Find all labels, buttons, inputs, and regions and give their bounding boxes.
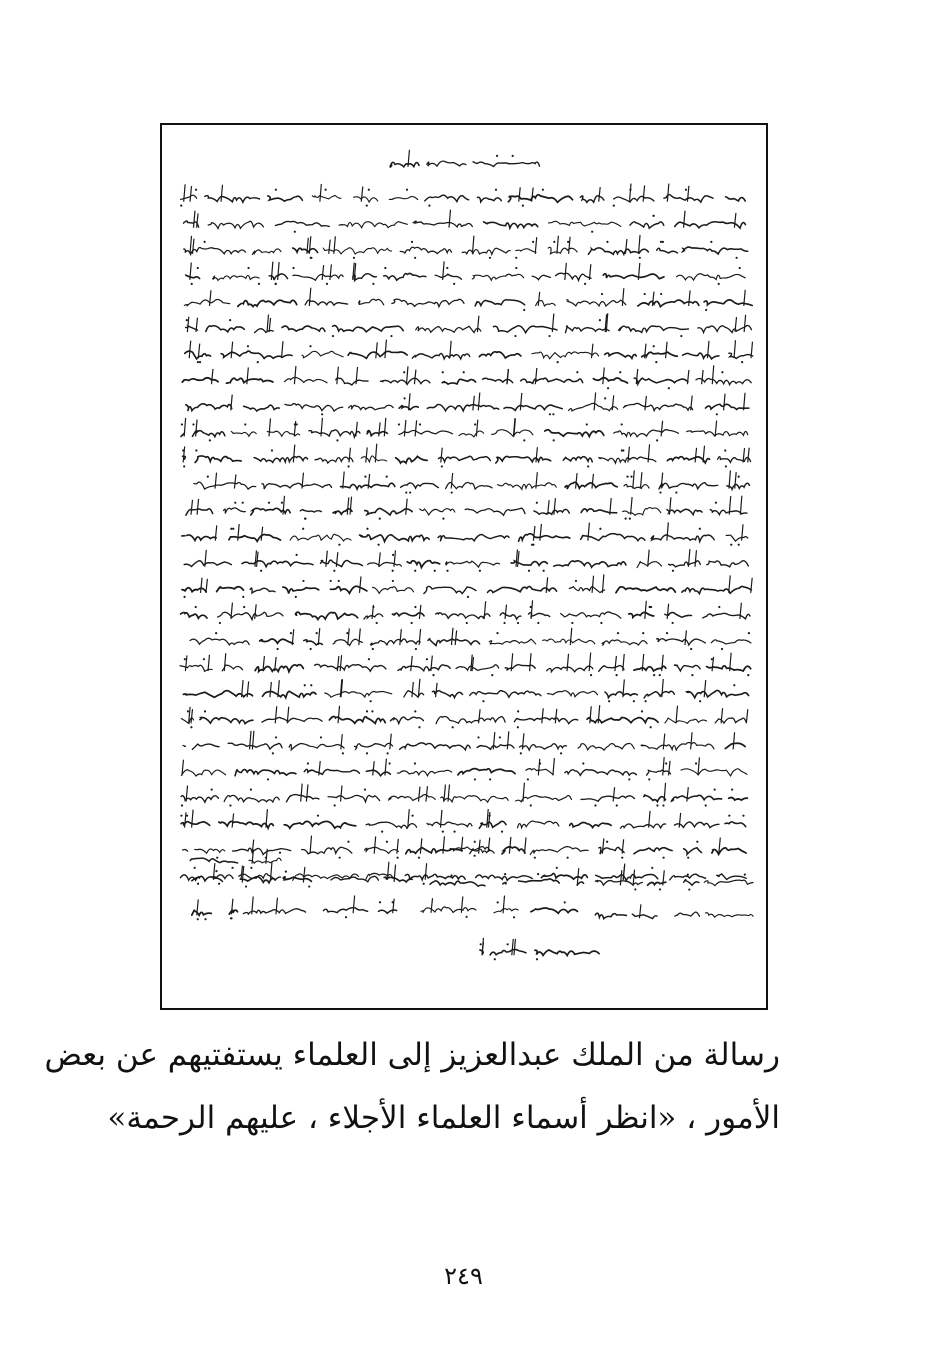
letter-body-line-13	[186, 496, 747, 520]
letter-body-line-2	[183, 210, 745, 233]
letter-body-line-10	[181, 418, 748, 442]
signature-2-2	[595, 904, 657, 918]
letter-body-line-14	[182, 522, 748, 545]
letter-body-line-25	[180, 809, 745, 833]
signature-1-6	[240, 866, 311, 888]
letter-body-line-3	[184, 235, 748, 259]
page-number: ٢٤٩	[444, 1262, 483, 1290]
signature-2-3	[494, 896, 578, 919]
letter-body-line-27	[180, 862, 746, 885]
letter-body-line-16	[182, 574, 752, 598]
letter-body-line-9	[186, 392, 749, 415]
caption-line-2: الأمور ، «انظر أسماء العلماء الأجلاء ، عليهم الرحمة»	[107, 1100, 780, 1136]
letter-body-line-7	[185, 340, 753, 364]
signature-2-1	[675, 912, 753, 917]
letter-body-line-6	[186, 313, 752, 337]
signature-1-2	[577, 868, 666, 890]
caption-line-1: رسالة من الملك عبدالعزيز إلى العلماء يستفتيهم عن بعض	[44, 1037, 780, 1073]
handwriting-scan	[162, 125, 766, 1008]
letter-body-line-19	[180, 653, 751, 677]
letter-body-line-20	[183, 679, 748, 702]
signature-1-5	[331, 865, 412, 882]
manuscript-letter-image	[160, 123, 768, 1010]
signature-2-4	[421, 896, 476, 918]
signature-2-6	[229, 897, 305, 920]
letter-body-line-4	[186, 261, 745, 285]
letter-body-line-17	[181, 600, 750, 624]
basmala-heading	[390, 150, 539, 167]
letter-body-line-1	[180, 184, 745, 207]
letter-body-line-23	[181, 757, 747, 780]
letter-body-line-21	[181, 705, 748, 728]
letter-body-line-22	[183, 731, 745, 755]
letter-body-line-12	[194, 470, 750, 493]
letter-body-line-11	[182, 444, 750, 468]
letter-body-line-8	[182, 365, 751, 389]
letter-body-line-18	[190, 628, 751, 650]
letter-body-line-24	[181, 783, 747, 807]
signature-2-5	[323, 896, 396, 919]
letter-body-line-15	[184, 549, 748, 572]
signature-last	[480, 938, 600, 960]
letter-body-line-5	[184, 288, 752, 311]
signature-2-7	[192, 899, 212, 920]
